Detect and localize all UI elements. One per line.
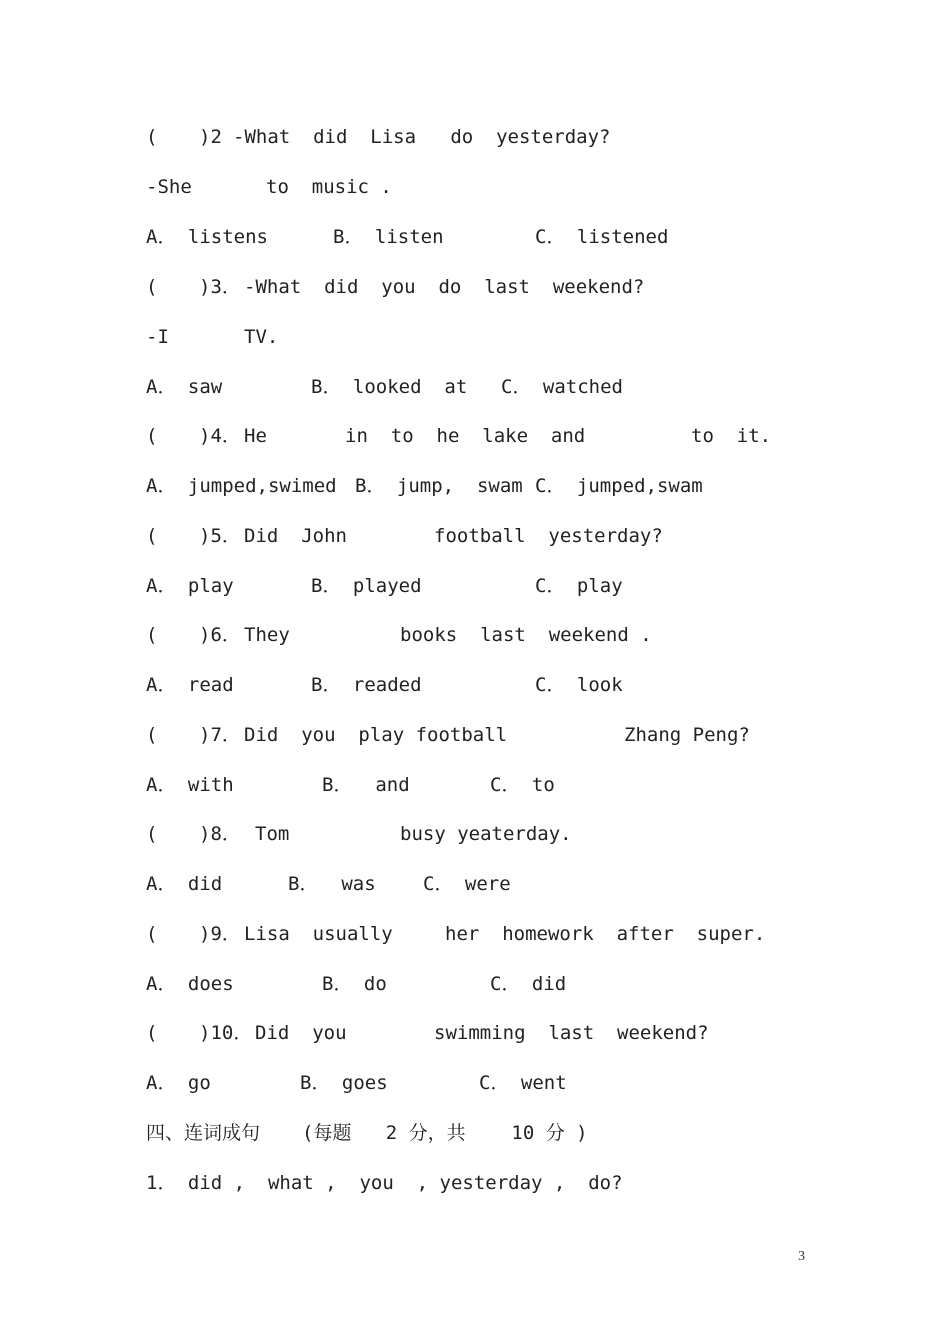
question-text: Did you play football — [244, 724, 508, 746]
option-c: C． watched — [501, 376, 623, 398]
option-a: A． did — [146, 873, 223, 895]
answer-bracket: ( — [146, 276, 158, 298]
answer-bracket: ( — [146, 823, 158, 845]
question-number: )4． — [199, 425, 241, 447]
question-text: They — [244, 624, 290, 646]
options-9 — [0, 969, 950, 999]
option-c: C． to — [490, 774, 555, 796]
answer-text: -I — [146, 326, 169, 348]
question-number: )8． — [199, 823, 241, 845]
option-a: A． play — [146, 575, 234, 597]
options-6 — [0, 670, 950, 700]
question-text: to it. — [691, 425, 772, 447]
question-text: swimming last weekend? — [434, 1022, 709, 1044]
question-text: her homework after super. — [445, 923, 766, 945]
question-text: -What did Lisa do yesterday? — [233, 126, 611, 148]
question-text: football yesterday? — [434, 525, 663, 547]
options-10 — [0, 1068, 950, 1098]
question-text: He — [244, 425, 267, 447]
page-number: 3 — [798, 1249, 805, 1264]
question-text: in to he lake and — [345, 425, 586, 447]
answer-bracket: ( — [146, 1022, 158, 1044]
question-text: Did you — [255, 1022, 347, 1044]
answer-bracket: ( — [146, 425, 158, 447]
option-a: A． read — [146, 674, 234, 696]
question-8 — [0, 819, 950, 849]
sentence-text: 1． did , what , you , yesterday , do? — [146, 1172, 623, 1194]
option-c: C． went — [479, 1072, 567, 1094]
option-c: C． did — [490, 973, 567, 995]
question-7 — [0, 720, 950, 750]
section-score: (每题 2 分，共 10 分 ) — [302, 1122, 588, 1144]
question-10 — [0, 1018, 950, 1048]
question-number: )7． — [199, 724, 241, 746]
question-text: books last weekend . — [400, 624, 652, 646]
question-5 — [0, 521, 950, 551]
question-text: Zhang Peng? — [624, 724, 750, 746]
option-c: C． were — [423, 873, 511, 895]
option-c: C． jumped,swam — [535, 475, 703, 497]
question-number: )2 — [199, 126, 222, 148]
option-b: B． looked at — [311, 376, 468, 398]
option-b: B． jump, swam — [355, 475, 523, 497]
section-title: 四、连词成句 — [146, 1122, 261, 1144]
question-text: Did John — [244, 525, 347, 547]
question-4 — [0, 421, 950, 451]
question-text: -What did you do last weekend? — [244, 276, 645, 298]
option-c: C． look — [535, 674, 623, 696]
answer-bracket: ( — [146, 624, 158, 646]
options-2 — [0, 222, 950, 252]
answer-text: TV. — [244, 326, 279, 348]
answer-bracket: ( — [146, 724, 158, 746]
option-b: B． do — [322, 973, 387, 995]
question-text: Lisa usually — [244, 923, 393, 945]
option-a: A． saw — [146, 376, 223, 398]
question-number: )9． — [199, 923, 241, 945]
option-b: B． goes — [300, 1072, 388, 1094]
option-c: C． listened — [535, 226, 669, 248]
question-2 — [0, 122, 950, 152]
question-number: )3． — [199, 276, 241, 298]
option-c: C． play — [535, 575, 623, 597]
answer-bracket: ( — [146, 923, 158, 945]
option-a: A． jumped,swimed — [146, 475, 337, 497]
answer-bracket: ( — [146, 525, 158, 547]
question-number: )5． — [199, 525, 241, 547]
option-b: B． and — [322, 774, 410, 796]
option-a: A． does — [146, 973, 234, 995]
option-a: A． with — [146, 774, 234, 796]
options-3 — [0, 372, 950, 402]
question-text: Tom — [255, 823, 290, 845]
answer-bracket: ( — [146, 126, 158, 148]
option-b: B． played — [311, 575, 422, 597]
question-6 — [0, 620, 950, 650]
answer-line — [0, 322, 950, 352]
question-9 — [0, 919, 950, 949]
options-8 — [0, 869, 950, 899]
question-number: )6． — [199, 624, 241, 646]
answer-text: -She — [146, 176, 192, 198]
sentence-1 — [0, 1168, 950, 1198]
answer-text: to music . — [266, 176, 392, 198]
option-b: B． readed — [311, 674, 422, 696]
option-a: A． listens — [146, 226, 268, 248]
options-7 — [0, 770, 950, 800]
options-4 — [0, 471, 950, 501]
answer-line — [0, 172, 950, 202]
option-b: B． was — [288, 873, 376, 895]
question-3 — [0, 272, 950, 302]
question-number: )10． — [199, 1022, 253, 1044]
question-text: busy yeaterday. — [400, 823, 572, 845]
option-b: B． listen — [333, 226, 444, 248]
section-heading — [0, 1118, 950, 1148]
option-a: A． go — [146, 1072, 211, 1094]
options-5 — [0, 571, 950, 601]
